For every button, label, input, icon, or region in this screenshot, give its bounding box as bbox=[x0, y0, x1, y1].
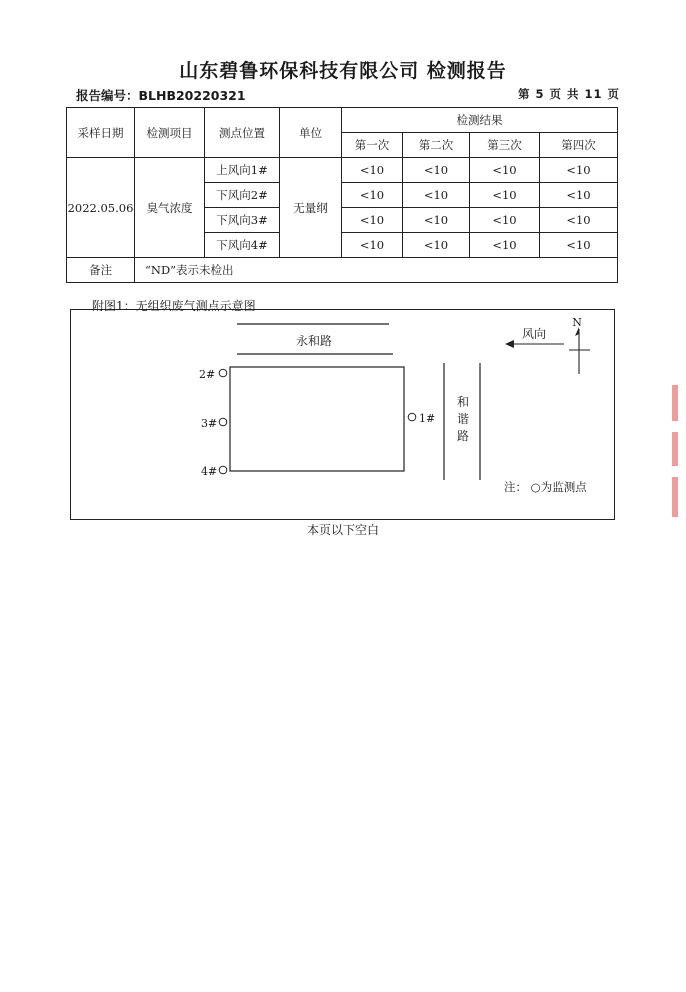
header-unit: 单位 bbox=[280, 108, 342, 158]
point-3-label: 3# bbox=[201, 417, 218, 430]
value-cell: <10 bbox=[342, 183, 403, 208]
value-cell: <10 bbox=[403, 158, 470, 183]
stamp-fragment bbox=[672, 385, 678, 421]
point-2-label: 2# bbox=[199, 368, 216, 381]
wind-arrow-head-icon bbox=[505, 340, 514, 348]
location-cell: 下风向2# bbox=[205, 183, 280, 208]
header-round-3: 第三次 bbox=[470, 133, 540, 158]
header-round-1: 第一次 bbox=[342, 133, 403, 158]
value-cell: <10 bbox=[403, 208, 470, 233]
table-row bbox=[67, 158, 618, 183]
location-cell: 下风向3# bbox=[205, 208, 280, 233]
value-cell: <10 bbox=[540, 233, 618, 258]
value-cell: <10 bbox=[403, 183, 470, 208]
road-right-char-1: 和 bbox=[456, 395, 470, 409]
value-cell: <10 bbox=[470, 208, 540, 233]
header-round-2: 第二次 bbox=[403, 133, 470, 158]
road-right-char-2: 谐 bbox=[456, 412, 470, 426]
point-4-label: 4# bbox=[201, 465, 218, 478]
report-number: 报告编号：BLHB20220321 bbox=[76, 88, 246, 103]
value-cell: <10 bbox=[403, 233, 470, 258]
diagram-legend: 注： ○为监测点 bbox=[504, 480, 587, 494]
wind-label: 风向 bbox=[522, 327, 547, 341]
note-text: “ND”表示未检出 bbox=[135, 258, 618, 283]
header-item: 检测项目 bbox=[135, 108, 205, 158]
value-cell: <10 bbox=[470, 233, 540, 258]
value-cell: <10 bbox=[540, 158, 618, 183]
results-table bbox=[66, 107, 618, 283]
value-cell: <10 bbox=[540, 208, 618, 233]
report-title: 山东碧鲁环保科技有限公司 检测报告 bbox=[179, 60, 507, 82]
stamp-fragment bbox=[672, 477, 678, 517]
point-1-marker bbox=[408, 413, 416, 421]
location-cell: 上风向1# bbox=[205, 158, 280, 183]
diagram-svg bbox=[71, 310, 614, 519]
road-top-label: 永和路 bbox=[295, 334, 333, 348]
road-right-char-3: 路 bbox=[456, 429, 470, 443]
header-round-4: 第四次 bbox=[540, 133, 618, 158]
value-cell: <10 bbox=[342, 208, 403, 233]
note-label: 备注 bbox=[67, 258, 135, 283]
header-result: 检测结果 bbox=[342, 108, 618, 133]
value-cell: <10 bbox=[470, 183, 540, 208]
page-info: 第 5 页 共 11 页 bbox=[517, 87, 620, 101]
north-label: N bbox=[572, 316, 582, 329]
note-row bbox=[67, 258, 618, 283]
monitoring-point-diagram bbox=[70, 309, 615, 520]
unit-cell: 无量纲 bbox=[280, 158, 342, 258]
test-item: 臭气浓度 bbox=[135, 158, 205, 258]
factory-outline bbox=[230, 367, 404, 471]
blank-page-note: 本页以下空白 bbox=[306, 523, 379, 537]
location-cell: 下风向4# bbox=[205, 233, 280, 258]
header-location: 测点位置 bbox=[205, 108, 280, 158]
point-1-label: 1# bbox=[419, 412, 436, 425]
stamp-fragment bbox=[672, 432, 678, 466]
value-cell: <10 bbox=[470, 158, 540, 183]
header-date: 采样日期 bbox=[67, 108, 135, 158]
value-cell: <10 bbox=[342, 233, 403, 258]
point-4-marker bbox=[219, 466, 227, 474]
figure-title: 附图1：无组织废气测点示意图 bbox=[92, 299, 256, 313]
point-2-marker bbox=[219, 369, 227, 377]
point-3-marker bbox=[219, 418, 227, 426]
value-cell: <10 bbox=[342, 158, 403, 183]
sampling-date: 2022.05.06 bbox=[67, 158, 135, 258]
value-cell: <10 bbox=[540, 183, 618, 208]
